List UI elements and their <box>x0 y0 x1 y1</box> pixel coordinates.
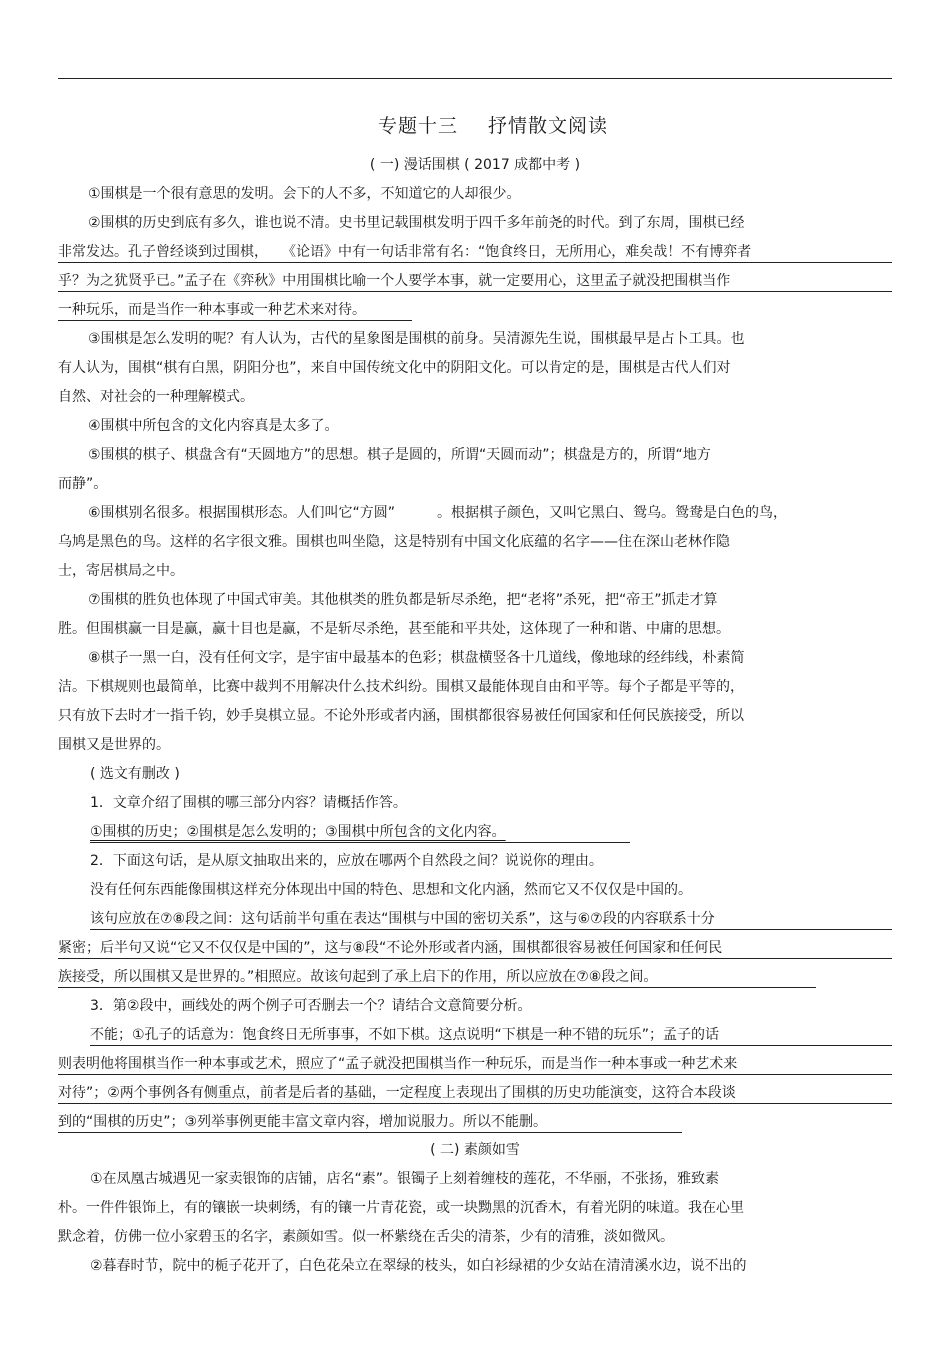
section-heading-2: ( 二) 素颜如雪 <box>430 1142 520 1158</box>
paragraph-5-line: ⑤围棋的棋子、棋盘含有“天圆地方”的思想。棋子是圆的，所谓“天圆而动”；棋盘是方的，所谓“地方 <box>88 447 711 463</box>
paragraph-2-line: 非常发达。孔子曾经谈到过围棋， 《论语》中有一句话非常有名：“饱食终日，无所用心，难矣哉！不有博弈者 <box>58 244 752 260</box>
section-heading-1: ( 一) 漫话围棋 ( 2017 成都中考 ) <box>369 157 581 173</box>
answer-2-line: 紧密；后半句又说“它又不仅仅是中国的”，这与⑧段“不论外形或者内涵，围棋都很容易被任何国家和任何民 <box>58 940 723 956</box>
paragraph-2-line: ②围棋的历史到底有多久，谁也说不清。史书里记载围棋发明于四千多年前尧的时代。到了东周，围棋已经 <box>88 215 745 231</box>
page-title <box>0 111 950 138</box>
source-note: ( 选文有删改 ) <box>90 766 180 782</box>
answer-3-line: 到的“围棋的历史”；③列举事例更能丰富文章内容，增加说服力。所以不能删。 <box>58 1114 548 1130</box>
paragraph-7-line: 胜。但围棋赢一目是赢，赢十目也是赢，不是斩尽杀绝，甚至能和平共处，这体现了一种和谐、中庸的思想。 <box>58 621 730 637</box>
paragraph-3-line: ③围棋是怎么发明的呢？有人认为，古代的星象图是围棋的前身。吴清源先生说，围棋最早是占卜工具。也 <box>88 331 745 347</box>
section-2-paragraph-1-line: 朴。一件件银饰上，有的镶嵌一块刺绣，有的镶一片青花瓷，或一块黝黑的沉香木，有着光阴的味道。我在心里 <box>58 1200 744 1216</box>
question-2: 2．下面这句话，是从原文抽取出来的，应放在哪两个自然段之间？说说你的理由。 <box>90 853 603 869</box>
paragraph-1: ①围棋是一个很有意思的发明。会下的人不多，不知道它的人却很少。 <box>88 186 521 202</box>
answer-3-line: 不能；①孔子的话意为：饱食终日无所事事，不如下棋。这点说明“下棋是一种不错的玩乐”；孟子的话 <box>90 1027 720 1043</box>
answer-line <box>90 1045 892 1046</box>
paragraph-3-line: 自然、对社会的一种理解模式。 <box>58 389 254 405</box>
question-1: 1．文章介绍了围棋的哪三部分内容？请概括作答。 <box>90 795 407 811</box>
answer-line <box>58 958 892 959</box>
paragraph-6-line: 士，寄居棋局之中。 <box>58 563 184 579</box>
section-2-paragraph-1-line: 默念着，仿佛一位小家碧玉的名字，素颜如雪。似一杯紫绕在舌尖的清茶，少有的清雅，淡如微风。 <box>58 1229 674 1245</box>
paragraph-5-line: 而静”。 <box>58 476 108 492</box>
answer-line <box>58 987 816 988</box>
section-2-paragraph-2: ②暮春时节，院中的栀子花开了，白色花朵立在翠绿的枝头，如白衫绿裙的少女站在清清溪水边，说不出的 <box>90 1258 747 1274</box>
underline-mark <box>58 291 892 292</box>
answer-line <box>90 842 630 843</box>
title-subject: 抒情散文阅读 <box>488 115 609 137</box>
answer-line <box>58 1103 892 1104</box>
answer-line <box>90 929 892 930</box>
underline-mark <box>58 320 412 321</box>
title-topic: 专题十三 <box>377 115 458 137</box>
question-3: 3．第②段中，画线处的两个例子可否删去一个？请结合文意简要分析。 <box>90 998 532 1014</box>
paragraph-6-line: 乌鸠是黑色的鸟。这样的名字很文雅。围棋也叫坐隐，这是特别有中国文化底蕴的名字——住在深山老林作隐 <box>58 534 730 550</box>
answer-3-line: 对待”；②两个事例各有侧重点，前者是后者的基础，一定程度上表现出了围棋的历史功能演变，这符合本段谈 <box>58 1085 736 1101</box>
paragraph-7-line: ⑦围棋的胜负也体现了中国式审美。其他棋类的胜负都是斩尽杀绝，把“老将”杀死，把“帝王”抓走才算 <box>88 592 718 608</box>
paragraph-4: ④围棋中所包含的文化内容真是太多了。 <box>88 418 339 434</box>
answer-3-line: 则表明他将围棋当作一种本事或艺术，照应了“孟子就没把围棋当作一种玩乐，而是当作一种本事或一种艺术来 <box>58 1056 738 1072</box>
paragraph-8-line: 只有放下去时才一指千钧，妙手臭棋立显。不论外形或者内涵，围棋都很容易被任何国家和任何民族接受，所以 <box>58 708 744 724</box>
paragraph-2-line: 乎？为之犹贤乎已。”孟子在《弈秋》中用围棋比喻一个人要学本事，就一定要用心，这里孟子就没把围棋当作 <box>58 273 731 289</box>
answer-line <box>58 1074 892 1075</box>
paragraph-6-line: ⑥围棋别名很多。根据围棋形态。人们叫它“方圆” 。根据棋子颜色，又叫它黑白、鸳乌。鸳鸯是白色的鸟， <box>88 505 788 521</box>
paragraph-8-line: 洁。下棋规则也最简单，比赛中裁判不用解决什么技术纠纷。围棋又最能体现自由和平等。每个子都是平等的， <box>58 679 744 695</box>
paragraph-3-line: 有人认为，围棋“棋有白黑，阴阳分也”，来自中国传统文化中的阴阳文化。可以肯定的是，围棋是古代人们对 <box>58 360 731 376</box>
paragraph-8-line: 围棋又是世界的。 <box>58 737 170 753</box>
answer-2-line: 该句应放在⑦⑧段之间：这句话前半句重在表达“围棋与中国的密切关系”，这与⑥⑦段的内容联系十分 <box>90 911 715 927</box>
answer-1: ①围棋的历史；②围棋是怎么发明的；③围棋中所包含的文化内容。 <box>90 824 506 840</box>
answer-line <box>58 1132 682 1133</box>
question-2-sentence: 没有任何东西能像围棋这样充分体现出中国的特色、思想和文化内涵，然而它又不仅仅是中国的。 <box>90 882 692 898</box>
paragraph-8-line: ⑧棋子一黑一白，没有任何文字，是宇宙中最基本的色彩；棋盘横竖各十几道线，像地球的经纬线，朴素简 <box>88 650 745 666</box>
top-rule <box>58 78 892 79</box>
answer-2-line: 族接受，所以围棋又是世界的。”相照应。故该句起到了承上启下的作用，所以应放在⑦⑧段之间。 <box>58 969 658 985</box>
paragraph-2-line: 一种玩乐，而是当作一种本事或一种艺术来对待。 <box>58 302 366 318</box>
section-2-paragraph-1-line: ①在凤凰古城遇见一家卖银饰的店铺，店名“素”。银镯子上刻着缠枝的莲花，不华丽，不张扬，雅致素 <box>90 1171 720 1187</box>
underline-mark <box>58 262 892 263</box>
